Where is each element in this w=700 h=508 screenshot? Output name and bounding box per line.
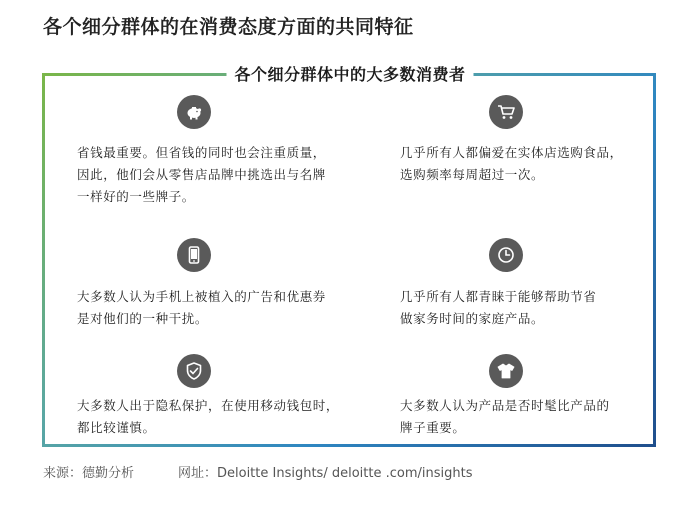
- piggy-bank-icon: [177, 95, 211, 129]
- item-text-fashion: 大多数人认为产品是否时髦比产品的 牌子重要。: [400, 398, 610, 435]
- frame-title: 各个细分群体中的大多数消费者: [226, 62, 473, 85]
- content-frame: [42, 73, 656, 447]
- item-text-mobile-ads: 大多数人认为手机上被植入的广告和优惠券 是对他们的一种干扰。: [77, 289, 326, 326]
- page-title: 各个细分群体的在消费态度方面的共同特征: [43, 16, 414, 38]
- t-shirt-icon: [489, 354, 523, 388]
- item-text-grocery: 几乎所有人都偏爱在实体店选购食品， 选购频率每周超过一次。: [400, 145, 623, 182]
- shield-icon: [177, 354, 211, 388]
- footer-source: 来源：德勤分析: [43, 466, 135, 481]
- item-text-privacy: 大多数人出于隐私保护，在使用移动钱包时， 都比较谨慎。: [77, 398, 340, 435]
- shopping-cart-icon: [489, 95, 523, 129]
- footer-url: 网址：Deloitte Insights/ deloitte .com/insights: [178, 466, 473, 481]
- item-text-savings: 省钱最重要。但省钱的同时也会注重质量， 因此，他们会从零售店品牌中挑选出与名牌 一样好的一些牌子。: [77, 145, 326, 204]
- clock-icon: [489, 238, 523, 272]
- mobile-phone-icon: [177, 238, 211, 272]
- item-text-time-saving: 几乎所有人都青睐于能够帮助节省 做家务时间的家庭产品。: [400, 289, 597, 326]
